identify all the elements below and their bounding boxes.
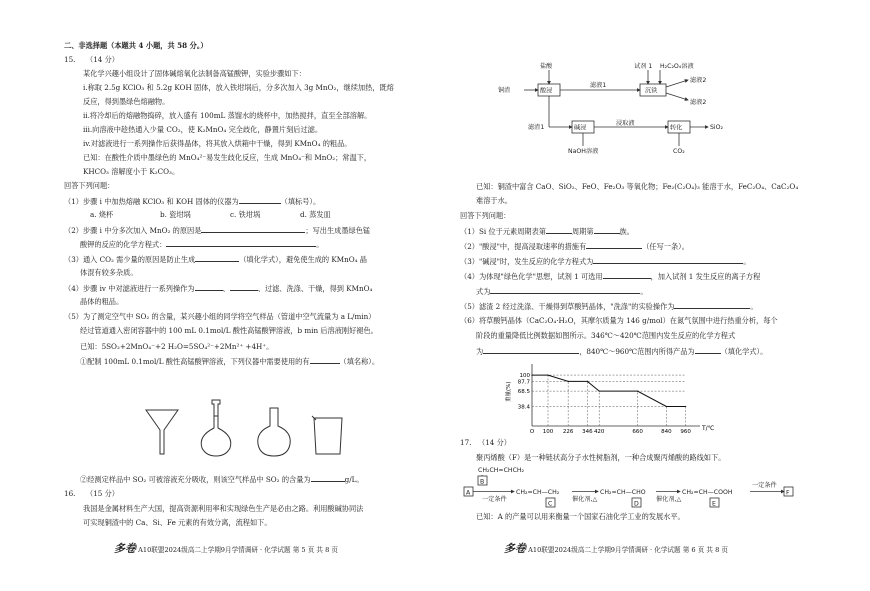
q16-6c-mid: ，840℃～960℃范围内所得产品为 xyxy=(579,347,695,356)
flow-oxalic: H₂C₂O₄溶液 xyxy=(660,63,694,70)
q16-known1: 已知：铜渣中富含 CaO、SiO₂、FeO、Fe₂O₃ 等氧化物；Fe₂(C₂O₄)₃ 能溶于水，FeC₂O₄、CaC₂O₄ xyxy=(476,182,799,191)
q15-5d-tail: （填名称）。 xyxy=(339,357,380,366)
q15-known1: 已知：在酸性介质中墨绿色的 MnO₄²⁻易发生歧化反应，生成 MnO₄⁻和 MnO₂；常温下， xyxy=(83,153,372,162)
q16-2-tail: （任写一条）。 xyxy=(642,242,689,251)
q16-intro1: 我国是金属材料生产大国，提高资源利用率和实现绿色生产是必由之路。利用酸碱协同法 xyxy=(83,504,364,513)
q15-2-text: （2）步骤 i 中分多次加入 MnO₂ 的原因是 xyxy=(64,226,202,235)
q16-6c-text: 为 xyxy=(476,347,484,356)
answer-blank[interactable] xyxy=(603,271,651,279)
q15-known2: KHCO₃ 溶解度小于 K₂CO₃。 xyxy=(83,167,180,176)
q16-2 xyxy=(460,241,689,251)
q15-3-text: （3）通入 CO₂ 需少量的原因是防止生成 xyxy=(64,255,196,264)
answer-blank[interactable] xyxy=(195,254,239,262)
left-page xyxy=(58,0,418,591)
flow-acid: 盐酸 xyxy=(540,63,553,70)
q15-step1: i.称取 2.5g KClO₃ 和 5.2g KOH 固体，放入铁坩埚后，分多次加入 3g MnO₂，继续加热，既熔 xyxy=(83,83,394,92)
flow-naoh: NaOH溶液 xyxy=(568,148,599,155)
funnel-icon xyxy=(146,410,178,454)
q15-answer-prompt: 回答下列问题： xyxy=(64,181,115,190)
flow-raw: 铜渣 xyxy=(498,87,511,94)
y-tick-label: 68.5 xyxy=(517,389,530,396)
answer-blank[interactable] xyxy=(546,226,572,234)
tg-point xyxy=(568,381,569,382)
flow-chart xyxy=(498,30,798,160)
q17-intro: 聚丙烯酸（F）是一种链状高分子水性树脂剂，一种合成聚丙烯酸的路线如下。 xyxy=(476,453,726,462)
left-footer xyxy=(114,540,338,556)
cond-4: 一定条件 xyxy=(752,482,777,489)
ch-formula: CH₂CH=CHCH₂ xyxy=(478,467,525,474)
q16-4 xyxy=(460,271,760,281)
tg-point xyxy=(587,381,588,382)
x-tick-label: 100 xyxy=(542,429,554,435)
q15-2b: 酸钾的反应的化学方程式： 。 xyxy=(80,240,324,249)
x-tick-label: 346 xyxy=(582,429,593,435)
answer-blank[interactable] xyxy=(490,286,640,294)
flow-sio2: SiO₂ xyxy=(710,124,723,131)
lab-apparatus xyxy=(138,396,368,458)
q16-score: （15 分） xyxy=(86,489,119,498)
label-f: F xyxy=(786,489,790,497)
x-tick-label: O xyxy=(529,429,535,435)
q16-5-text: （5）滤渣 2 经过洗涤、干燥得到草酸钙晶体，"洗涤"的实验操作为 xyxy=(460,302,675,311)
round-bottom-flask-icon xyxy=(258,408,291,456)
q15-5d xyxy=(80,356,379,366)
q16-6c xyxy=(476,346,767,356)
q15-step2: ii.将冷却后的熔融物捣碎，放入盛有 100mL 蒸馏水的烧杯中，加热搅拌，直至全部溶解。 xyxy=(83,111,372,120)
q15-score: （14 分） xyxy=(86,55,119,64)
answer-blank[interactable] xyxy=(593,256,743,264)
tg-chart xyxy=(502,364,722,436)
q15-3 xyxy=(64,254,367,264)
q17-number: 17. xyxy=(460,438,472,447)
q16-6a xyxy=(460,316,778,325)
q16-1 xyxy=(460,226,634,236)
flow-leachate: 浸取液 xyxy=(616,120,635,127)
q15-5e-text: ②经测定样品中 SO₂ 可被溶液充分吸收，则该空气样品中 SO₂ 的含量为 xyxy=(80,475,311,484)
q15-1-tail: （填标号）。 xyxy=(280,197,321,206)
flow-filtrate2: 滤液2 xyxy=(690,77,707,84)
right-footer xyxy=(504,540,728,556)
q16-known2: 难溶于水。 xyxy=(476,196,512,205)
flow-residue1: 滤渣1 xyxy=(528,124,545,131)
option-a: a. 烧杯 xyxy=(90,210,114,219)
tg-line xyxy=(532,375,686,406)
brand-logo: 多卷 xyxy=(114,542,136,555)
q16-6a-text: （6）将草酸钙晶体（CaC₂O₄·H₂O， xyxy=(460,316,581,325)
q15-5d-text: ①配制 100mL 0.1mol/L 酸性高锰酸钾溶液，下列仪器中需要使用的有 xyxy=(80,357,310,366)
q15-4: （4）步骤 iv 中对滤液进行一系列操作为 、 、过滤、洗涤、干燥，得到 KMnO₄ xyxy=(64,284,373,293)
q16-number: 16. xyxy=(64,489,76,498)
q17-known: 已知：A 的产量可以用来衡量一个国家石油化学工业的发展水平。 xyxy=(476,512,685,521)
right-page xyxy=(458,0,818,591)
label-c: C xyxy=(548,500,553,508)
q15-1-text: （1）步骤 i 中加热熔融 KClO₃ 和 KOH 固体的仪器为 xyxy=(64,197,239,206)
q16-intro2: 可实现铜渣中的 Ca、Si、Fe 元素的有效分离，流程如下。 xyxy=(83,518,272,527)
volumetric-flask-icon xyxy=(201,400,231,456)
q16-1-tail: 族。 xyxy=(619,227,634,236)
q16-4b: 式为 。 xyxy=(476,287,648,296)
y-tick-label: 38.4 xyxy=(517,404,530,411)
chain-1: CH₂=CH—CH₂ xyxy=(516,489,560,496)
brand-logo: 多卷 xyxy=(504,542,526,555)
q15-step1b: 反应，得到墨绿色熔融物。 xyxy=(83,97,170,106)
q15-step3: iii.向溶液中趁热通入少量 CO₂，使 K₂MnO₄ 完全歧化，静置片刻后过滤。 xyxy=(83,125,323,134)
chain-2: CH₂=CH—CHO xyxy=(600,489,646,496)
q16-4-text: （4）为体现"绿色化学"思想，试剂 1 可选用 xyxy=(460,272,603,281)
answer-blank[interactable] xyxy=(195,283,223,291)
q15-5b-text: 经过管道通入密闭容器中的 100 mL 0.1mol/L 酸性高锰酸钾溶液， xyxy=(80,326,298,335)
tg-point xyxy=(547,374,548,375)
tg-point xyxy=(531,374,532,375)
option-d: d. 蒸发皿 xyxy=(300,210,331,219)
x-tick-label: 226 xyxy=(562,429,574,435)
label-d: D xyxy=(634,500,639,508)
q16-6c-tail: （填化学式）。 xyxy=(720,347,768,356)
option-b: b. 瓷坩埚 xyxy=(160,210,191,219)
answer-blank[interactable] xyxy=(230,283,258,291)
q16-5: （5）滤渣 2 经过洗涤、干燥得到草酸钙晶体，"洗涤"的实验操作为 。 xyxy=(460,302,758,311)
x-axis-label: T/℃ xyxy=(702,425,715,432)
answer-blank[interactable] xyxy=(166,239,316,247)
footer-text: A10联盟2024级高二上学期9月学情调研 · 化学试题 第 5 页 共 8 页 xyxy=(138,546,338,554)
answer-blank[interactable] xyxy=(594,226,620,234)
flow-silica: 转化 xyxy=(670,124,683,132)
flow-filtrate1: 滤液1 xyxy=(590,82,607,89)
option-c: c. 铁坩埚 xyxy=(230,210,261,219)
q15-4-tail: 、过滤、洗涤、干燥，得到 KMnO₄ xyxy=(257,284,373,293)
q15-4b: 晶体的粗品。 xyxy=(80,297,124,306)
answer-blank[interactable] xyxy=(695,346,721,354)
answer-blank[interactable] xyxy=(311,474,345,482)
q15-2b-text: 酸钾的反应的化学方程式： xyxy=(80,240,167,249)
answer-blank[interactable] xyxy=(674,301,750,309)
cond-2: 催化剂,△ xyxy=(572,496,598,503)
flow-co2: CO₂ xyxy=(673,148,685,155)
q15-3b: 体混有较多杂质。 xyxy=(80,268,138,277)
beaker-icon xyxy=(312,416,342,454)
q16-answer-prompt: 回答下列问题： xyxy=(460,211,511,220)
synthesis-route xyxy=(460,466,810,510)
x-tick-label: 840 xyxy=(661,429,672,435)
label-a: A xyxy=(466,489,471,497)
q15-1 xyxy=(64,196,320,206)
q16-1-text: （1）Si 位于元素周期表第 xyxy=(460,227,546,236)
answer-blank[interactable] xyxy=(310,356,340,364)
tg-point xyxy=(685,406,686,407)
flow-filtrate3: 滤液2 xyxy=(690,99,707,106)
flow-leach: 酸浸 xyxy=(540,87,553,95)
chain-3: CH₂=CH—COOH xyxy=(682,489,733,496)
q15-5b-tail: b min 后溶液刚好褪色。 xyxy=(297,326,378,335)
q16-3: （3）"碱浸"时，发生反应的化学方程式为 。 xyxy=(460,257,751,266)
q15-5c: 已知：5SO₂+2MnO₄⁻+2 H₂O=5SO₄²⁻+2Mn²⁺ +4H⁺。 xyxy=(80,342,274,351)
answer-blank[interactable] xyxy=(201,225,305,233)
q15-5a: （5）为了测定空气中 SO₂ 的含量，某兴趣小组的同学将空气样品（管道中空气流量为 a L/min） xyxy=(64,312,376,321)
tg-point xyxy=(666,406,667,407)
label-e: E xyxy=(712,500,716,508)
q15-4-text: （4）步骤 iv 中对滤液进行一系列操作为 xyxy=(64,284,195,293)
answer-blank[interactable] xyxy=(586,241,642,249)
q15-2 xyxy=(64,225,370,235)
q15-step4: iv.对滤液进行一系列操作后获得晶体，将其放入烘箱中干燥，得到 KMnO₄ 的粗品。 xyxy=(83,139,352,148)
flow-settle: 沉铁 xyxy=(645,87,658,95)
q15-2-tail: ；写出生成墨绿色锰 xyxy=(305,226,371,235)
answer-blank[interactable] xyxy=(239,196,281,204)
footer-text: A10联盟2024级高二上学期9月学情调研 · 化学试题 第 6 页 共 8 页 xyxy=(528,546,728,554)
flow-alkaline: 碱浸 xyxy=(574,124,587,132)
q15-number: 15. xyxy=(64,55,76,64)
label-b: B xyxy=(480,478,485,486)
q16-2-text: （2）"酸浸"中，提高浸取速率的措施有 xyxy=(460,242,587,251)
answer-blank[interactable] xyxy=(483,346,579,354)
cond-3: 催化剂,△ xyxy=(656,496,682,503)
q16-4-mid: ，加入试剂 1 发生反应的离子方程 xyxy=(650,272,761,281)
q17-score: （14 分） xyxy=(478,438,511,447)
q15-3-mid: （填化学式），避免使生成的 KMnO₄ 晶 xyxy=(239,255,367,264)
x-tick-label: 420 xyxy=(593,429,605,435)
q16-6a-mid: 其摩尔质量为 146 g/mol）在氮气氛围中进行热重分析，每个 xyxy=(580,316,778,325)
q16-6b: 阶段的重量降低比例数据如图所示。346℃～420℃范围内发生反应的化学方程式 xyxy=(476,331,736,340)
q15-5e xyxy=(80,474,364,484)
flow-reagent1: 试剂 1 xyxy=(634,63,653,70)
q16-4b-text: 式为 xyxy=(476,287,491,296)
q15-intro: 某化学兴趣小组设计了固体碱熔氧化法制备高锰酸钾，实验步骤如下： xyxy=(83,69,306,78)
y-axis-label: 重量(%) xyxy=(506,381,512,402)
y-tick-label: 100 xyxy=(519,373,530,380)
tg-point xyxy=(637,391,638,392)
q15-5e-tail: g/L。 xyxy=(344,475,364,484)
q16-3-text: （3）"碱浸"时，发生反应的化学方程式为 xyxy=(460,257,594,266)
y-tick-label: 87.7 xyxy=(517,379,530,386)
q16-1-mid: 周期第 xyxy=(571,227,594,236)
x-tick-label: 960 xyxy=(680,429,691,435)
section-title: 二、非选择题（本题共 4 小题，共 58 分。） xyxy=(64,41,208,50)
x-tick-label: 660 xyxy=(632,429,643,435)
tg-point xyxy=(599,391,600,392)
cond-1: 一定条件 xyxy=(482,496,507,503)
q15-5b xyxy=(80,326,378,335)
